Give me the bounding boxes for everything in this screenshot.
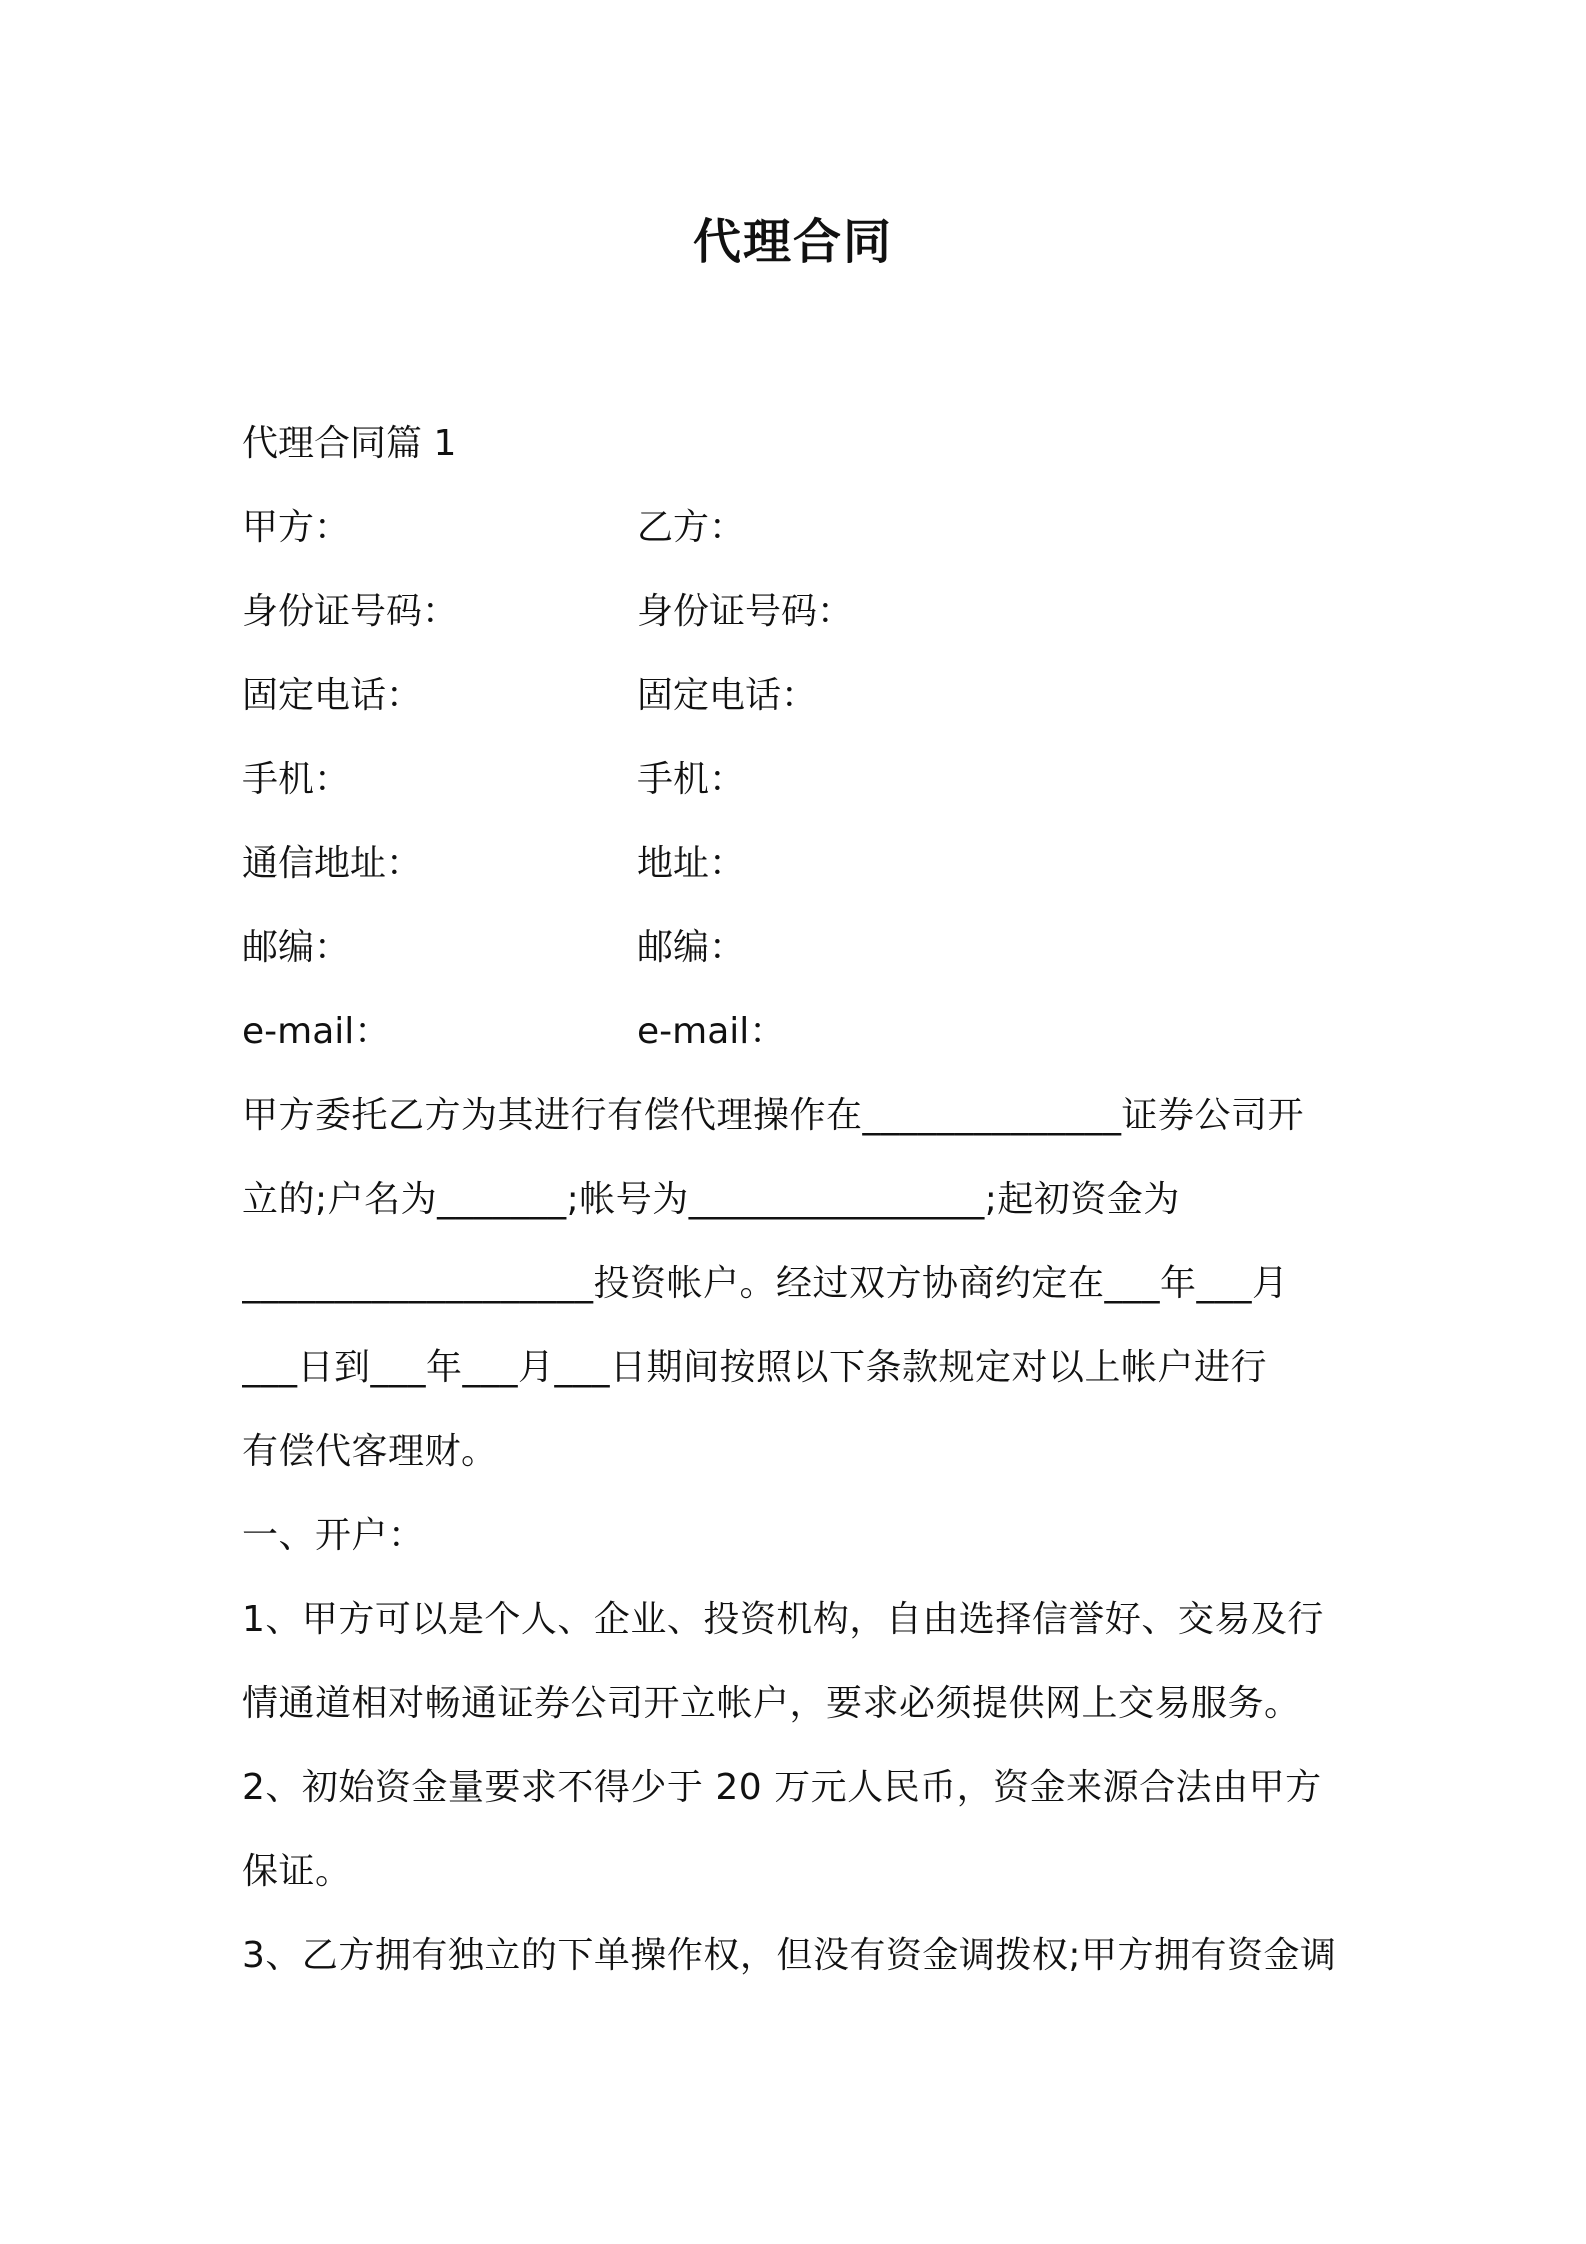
document-title: 代理合同 [692,214,893,270]
party-b-email-label: e-mail： [637,1011,786,1052]
party-b-phone-label: 固定电话： [637,675,818,716]
body-text-line: 3、乙方拥有独立的下单操作权，但没有资金调拨权;甲方拥有资金调 [242,1935,1337,1976]
party-field-row [242,570,1352,654]
party-a-phone-label: 固定电话： [242,675,423,716]
party-field-row [242,906,1352,990]
party-field-row [242,738,1352,822]
party-a-email-label: e-mail： [242,1011,391,1052]
party-b-mobile-label: 手机： [637,759,746,800]
body-text-line: 立的;户名为_______;帐号为________________;起初资金为 [242,1179,1180,1220]
party-field-row [242,990,1352,1074]
body-text-line: ___________________投资帐户。经过双方协商约定在___年___月 [242,1263,1289,1304]
party-a-postcode-label: 邮编： [242,927,351,968]
body-text-line: 情通道相对畅通证券公司开立帐户，要求必须提供网上交易服务。 [242,1683,1301,1724]
party-field-row [242,486,1352,570]
section-heading: 代理合同篇 1 [242,423,457,464]
party-a-address-label: 通信地址： [242,843,423,884]
party-a-name-label: 甲方： [242,507,351,548]
party-a-mobile-label: 手机： [242,759,351,800]
party-b-name-label: 乙方： [637,507,746,548]
party-field-row [242,654,1352,738]
document-body [242,402,1352,1998]
body-text-line: 保证。 [242,1851,352,1892]
body-text-line: 甲方委托乙方为其进行有偿代理操作在______________证券公司开 [242,1095,1305,1136]
body-text-line: ___日到___年___月___日期间按照以下条款规定对以上帐户进行 [242,1347,1268,1388]
body-text-line: 2、初始资金量要求不得少于 20 万元人民币，资金来源合法由甲方 [242,1767,1322,1808]
party-field-row [242,822,1352,906]
party-b-address-label: 地址： [637,843,746,884]
party-b-id-label: 身份证号码： [637,591,854,632]
party-a-id-label: 身份证号码： [242,591,459,632]
body-text-line: 有偿代客理财。 [242,1431,498,1472]
clause-heading: 一、开户： [242,1515,425,1556]
body-text-line: 1、甲方可以是个人、企业、投资机构，自由选择信誉好、交易及行 [242,1599,1324,1640]
party-b-postcode-label: 邮编： [637,927,746,968]
